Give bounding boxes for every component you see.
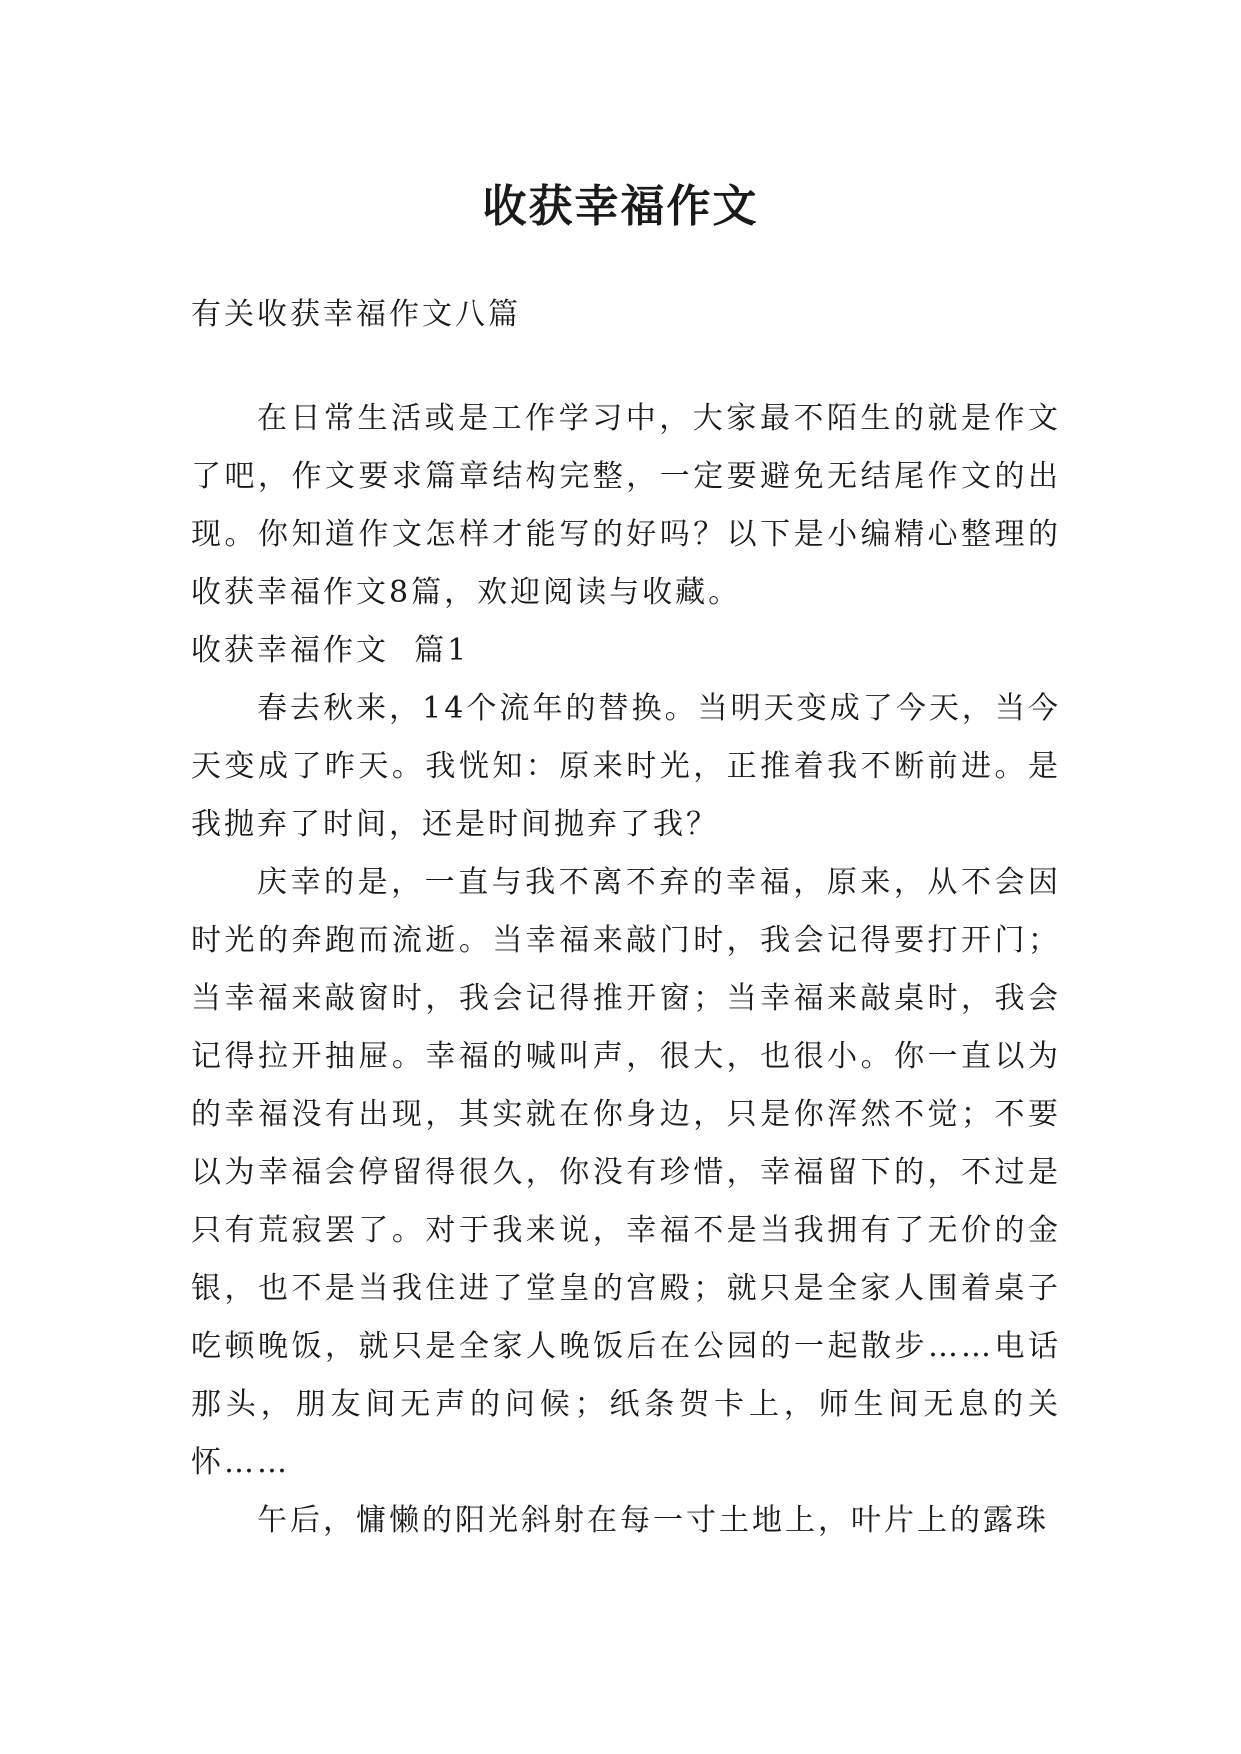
section-heading: 收获幸福作文 篇1 <box>191 633 470 668</box>
document-body <box>191 286 1061 1550</box>
intro-paragraph: 在日常生活或是工作学习中，大家最不陌生的就是作文了吧，作文要求篇章结构完整，一定要避免无结尾作文的出现。你知道作文怎样才能写的好吗？以下是小编精心整理的收获幸福作文8篇，欢迎阅读与收藏。 <box>191 401 1061 610</box>
essay-paragraph: 庆幸的是，一直与我不离不弃的幸福，原来，从不会因时光的奔跑而流逝。当幸福来敲门时，我会记得要打开门；当幸福来敲窗时，我会记得推开窗；当幸福来敲桌时，我会记得拉开抽屉。幸福的喊叫声，很大，也很小。你一直以为的幸福没有出现，其实就在你身边，只是你浑然不觉；不要以为幸福会停留得很久，你没有珍惜，幸福留下的，不过是只有荒寂罢了。对于我来说，幸福不是当我拥有了无价的金银，也不是当我住进了堂皇的宫殿；就只是全家人围着桌子吃顿晚饭，就只是全家人晚饭后在公园的一起散步……电话那头，朋友间无声的问候；纸条贺卡上，师生间无息的关怀…… <box>191 865 1061 1480</box>
essay-paragraph: 午后，慵懒的阳光斜射在每一寸土地上，叶片上的露珠 <box>257 1503 1049 1538</box>
document-title: 收获幸福作文 <box>482 181 759 233</box>
essay-paragraph: 春去秋来，14个流年的替换。当明天变成了今天，当今天变成了昨天。我恍知：原来时光，正推着我不断前进。是我抛弃了时间，还是时间抛弃了我？ <box>191 691 1061 842</box>
document-subtitle: 有关收获幸福作文八篇 <box>191 297 521 332</box>
